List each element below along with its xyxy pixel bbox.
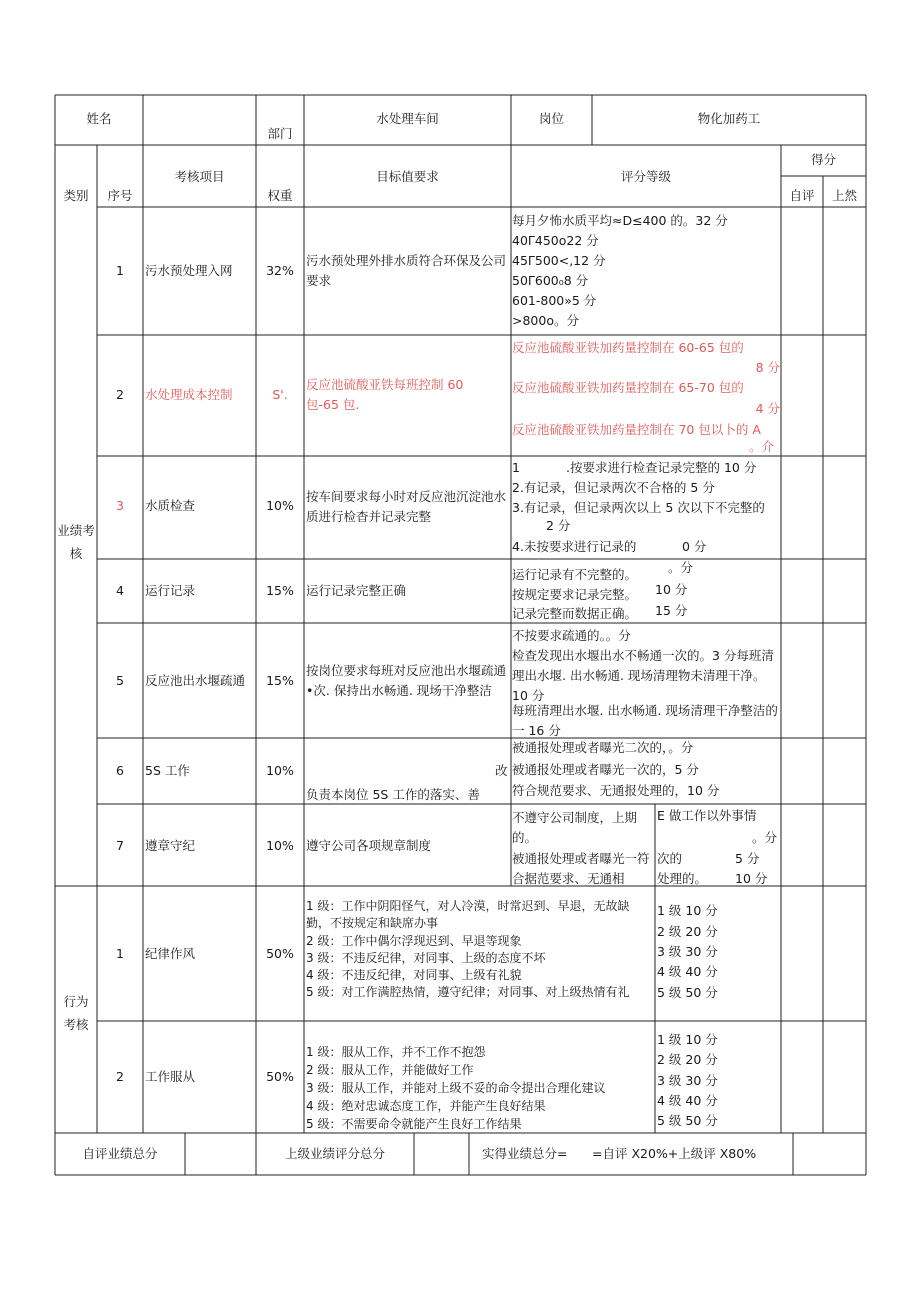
brow2-rating-3: 3 级 30 分	[657, 1073, 718, 1088]
brow2-weight: 50%	[266, 1069, 294, 1084]
row6-rating-2: 被通报处理或者曝光一次的，5 分	[512, 762, 699, 777]
row6-target-2: 负责本岗位 5S 工作的落实、善	[306, 787, 480, 802]
row6-seq: 6	[116, 763, 124, 778]
col-seq: 序号	[107, 188, 133, 203]
brow1-rating-4: 4 级 40 分	[657, 964, 718, 979]
row1-rating-1: 每月夕怖水质平均≈D≤400 的。32 分	[512, 213, 728, 228]
col-superior: 上然	[831, 188, 857, 203]
row2-seq: 2	[116, 387, 124, 402]
row1-rating-3: 45Γ500<,12 分	[512, 253, 606, 268]
row4-rating-1a: 运行记录有不完整的。	[512, 567, 638, 582]
brow1-item: 纪律作风	[145, 946, 196, 961]
dept-value: 水处理车间	[376, 111, 439, 126]
row3-rating-2: 2.有记录，但记录两次不合格的 5 分	[512, 480, 715, 495]
brow2-rating-2: 2 级 20 分	[657, 1052, 718, 1067]
brow1-rating-5: 5 级 50 分	[657, 985, 718, 1000]
row2-item: 水处理成本控制	[145, 387, 233, 402]
row4-item: 运行记录	[145, 583, 196, 598]
row2-rating-5: 反应池硫酸亚铁加药量控制在 70 包以卜的 A	[512, 422, 761, 437]
col-category: 类别	[63, 188, 89, 203]
brow2-target-4: 4 级：绝对忠诚态度工作，并能产生良好结果	[306, 1099, 546, 1113]
row1-rating-4: 50Γ600₀8 分	[512, 273, 589, 288]
row6-rating-3: 符合规范要求、无通报处理的，10 分	[512, 783, 720, 798]
col-item: 考核项目	[174, 169, 225, 184]
row4-rating-3b: 15 分	[655, 603, 688, 618]
post-value: 物化加药工	[697, 111, 761, 126]
row3-rating-4a: 4.未按要求进行记录的	[512, 539, 637, 554]
category-behavior-line2: 考核	[63, 1017, 89, 1032]
row7-seq: 7	[116, 838, 124, 853]
row3-rating-3: 3.有记录，但记录两次以上 5 次以下不完整的	[512, 500, 765, 515]
row4-rating-1b: 。分	[668, 560, 694, 575]
brow1-rating-1: 1 级 10 分	[657, 903, 718, 918]
total-formula: =自评 X20%+上级评 X80%	[592, 1146, 757, 1161]
row7-rating-right-5: 处理的。	[657, 871, 708, 886]
row1-rating-5: 601-800»5 分	[512, 293, 597, 308]
category-performance-line2: 核	[69, 546, 83, 561]
row2-target: 反应池硫酸亚铁每班控制 60 包-65 包.	[306, 377, 464, 412]
row7-rating-right-6: 10 分	[735, 871, 768, 886]
brow2-target-5: 5 级：不需要命令就能产生良好工作结果	[306, 1117, 522, 1131]
row7-rating-right-1: E 做工作以外事情	[657, 808, 757, 823]
row5-item: 反应池出水堰疏通	[145, 673, 246, 688]
row5-weight: 15%	[266, 673, 294, 688]
col-weight: 权重	[267, 188, 293, 203]
row1-seq: 1	[116, 263, 124, 278]
row4-target: 运行记录完整正确	[306, 583, 407, 598]
category-performance-line1: 业绩考	[57, 523, 95, 538]
brow1-target-5: 5 级：对工作满腔热情，遵守纪律；对同事、对上级热情有礼	[306, 985, 630, 999]
row3-weight: 10%	[266, 498, 294, 513]
row7-rating-right-2: 。分	[752, 830, 778, 845]
actual-total-label: 实得业绩总分=	[482, 1146, 568, 1161]
row2-rating-2: 8 分	[755, 360, 780, 375]
brow1-target-4: 4 级：不违反纪律，对同事、上级有礼貌	[306, 968, 522, 982]
row5-rating-2: 检查发现出水堰出水不畅通一次的。3 分每班清理出水堰. 出水畅通. 现场清理物未清理干净。10 分	[512, 648, 774, 703]
row4-rating-2a: 按规定要求记录完整。	[512, 587, 638, 602]
row4-seq: 4	[116, 583, 124, 598]
brow1-rating-3: 3 级 30 分	[657, 944, 718, 959]
brow2-rating-1: 1 级 10 分	[657, 1032, 718, 1047]
row2-rating-3: 反应池硫酸亚铁加药量控制在 65-70 包的	[512, 380, 744, 395]
row6-target-1: 改	[495, 763, 508, 778]
row1-item: 污水预处理入网	[145, 263, 233, 278]
row6-item: 5S 工作	[145, 763, 190, 778]
name-label: 姓名	[86, 111, 112, 126]
brow2-target-2: 2 级：服从工作，并能做好工作	[306, 1063, 474, 1077]
brow2-item: 工作服从	[145, 1069, 196, 1084]
row3-rating-1b: .按要求进行检查记录完整的 10 分	[566, 460, 757, 475]
row2-rating-6: 。介	[748, 439, 774, 454]
superior-total-label: 上级业绩评分总分	[284, 1146, 385, 1161]
brow2-rating-4: 4 级 40 分	[657, 1093, 718, 1108]
brow1-target-3: 3 级：不违反纪律，对同事、上级的态度不坏	[306, 951, 546, 965]
row5-rating-3: 每班清理出水堰. 出水畅通. 现场清理干净整洁的一 16 分	[512, 703, 778, 738]
brow1-target-2: 2 级：工作中偶尔浮现迟到、早退等现象	[306, 934, 522, 948]
row1-rating-2: 40Γ450o22 分	[512, 233, 599, 248]
brow1-rating-2: 2 级 20 分	[657, 924, 718, 939]
brow1-seq: 1	[116, 946, 124, 961]
brow2-seq: 2	[116, 1069, 124, 1084]
row3-rating-1a: 1	[512, 460, 520, 475]
row5-target: 按岗位要求每班对反应池出水堰疏通•次. 保持出水畅通. 现场干净整洁	[306, 663, 507, 698]
dept-label: 部门	[267, 126, 293, 141]
row3-rating-4b: 0 分	[682, 539, 707, 554]
row3-seq: 3	[116, 498, 124, 513]
row3-item: 水质检查	[145, 498, 196, 513]
row2-rating-1: 反应池硫酸亚铁加药量控制在 60-65 包的	[512, 340, 744, 355]
row5-rating-1: 不按要求疏通的。。分	[512, 628, 631, 643]
brow2-target-1: 1 级：服从工作，并不工作不抱怨	[306, 1045, 486, 1059]
brow1-weight: 50%	[266, 946, 294, 961]
row1-weight: 32%	[266, 263, 294, 278]
category-behavior-line1: 行为	[63, 994, 89, 1009]
brow2-target-3: 3 级：服从工作，并能对上级不妥的命令提出合理化建议	[306, 1081, 606, 1095]
row6-rating-1: 被通报处理或者曝光二次的，。分	[512, 740, 694, 755]
row1-target: 污水预处理外排水质符合环保及公司要求	[306, 253, 507, 288]
row7-rating-left-1: 不遵守公司制度，上期的。	[512, 810, 638, 845]
row7-weight: 10%	[266, 838, 294, 853]
post-label: 岗位	[538, 111, 564, 126]
brow2-rating-5: 5 级 50 分	[657, 1113, 718, 1128]
row4-weight: 15%	[266, 583, 294, 598]
self-total-label: 自评业绩总分	[82, 1146, 158, 1161]
row2-rating-4: 4 分	[755, 401, 780, 416]
row7-rating-right-4: 5 分	[735, 851, 760, 866]
row7-rating-left-2: 被通报处理或者曝光一符合据范要求、无通相	[512, 851, 650, 886]
row7-item: 遵章守纪	[145, 838, 196, 853]
col-target: 目标值要求	[376, 169, 439, 184]
row7-target: 遵守公司各项规章制度	[306, 838, 432, 853]
col-self: 自评	[789, 188, 815, 203]
col-rating: 评分等级	[620, 169, 671, 184]
row2-weight: S'.	[272, 387, 288, 402]
row1-rating-6: >800o。分	[512, 313, 579, 328]
row6-weight: 10%	[266, 763, 294, 778]
row7-rating-right-3: 次的	[657, 851, 683, 866]
row5-seq: 5	[116, 673, 124, 688]
row4-rating-3a: 记录完整而数据正确。	[512, 606, 638, 621]
brow1-target-1: 1 级：工作中阴阳怪气，对人冷漠，时常迟到、早退，无故缺勤，不按规定和缺席办事	[306, 899, 630, 930]
row3-target: 按车间要求每小时对反应池沉淀池水质进行检杳并记录完整	[306, 489, 507, 524]
row4-rating-2b: 10 分	[655, 582, 688, 597]
row3-rating-3b: 2 分	[546, 518, 571, 533]
col-score: 得分	[810, 152, 836, 167]
